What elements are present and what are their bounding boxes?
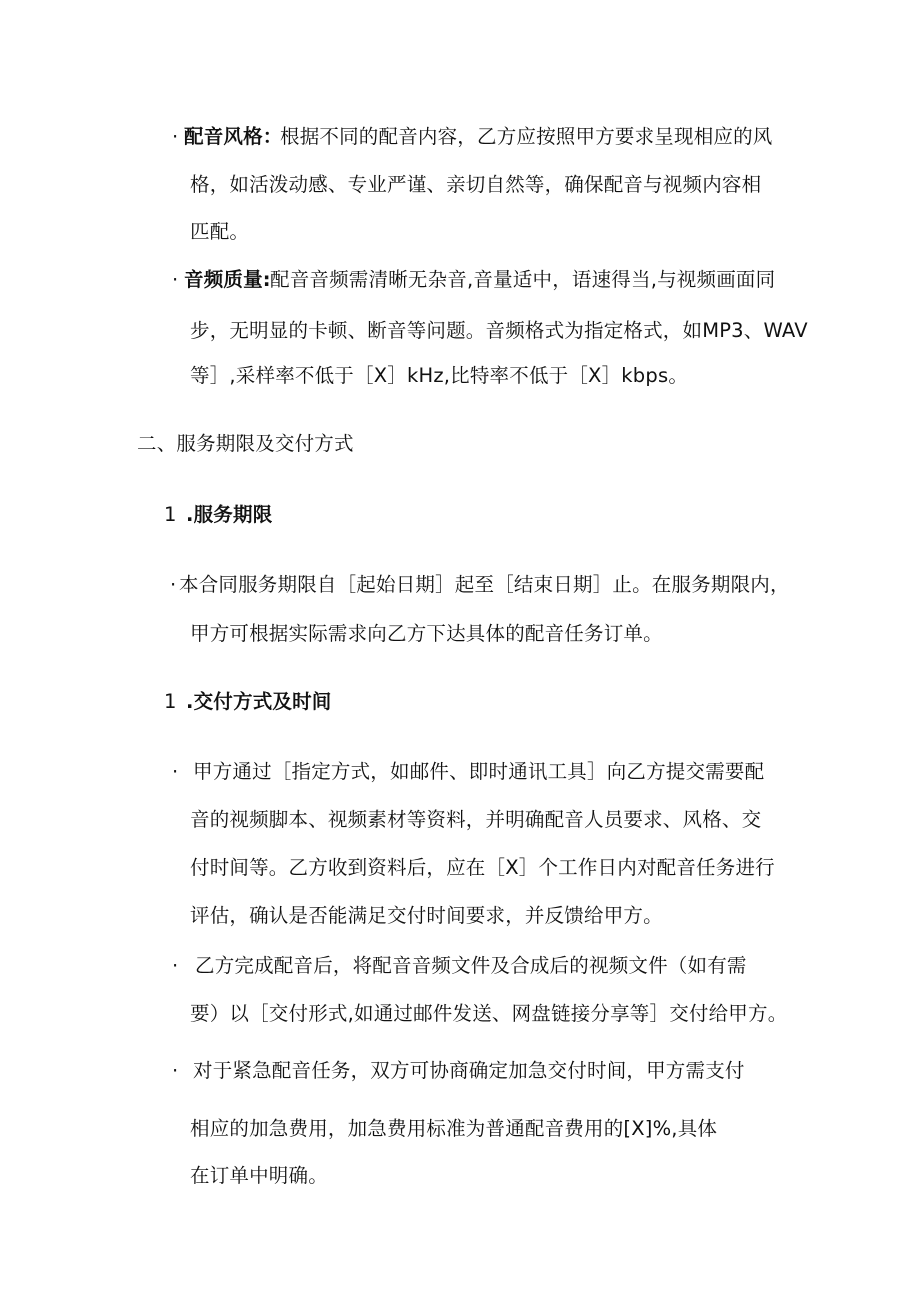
subsection-number: 1 bbox=[164, 503, 177, 526]
item-text-line: 乙方完成配音后，将配音音频文件及合成后的视频文件（如有需 bbox=[195, 954, 747, 977]
item-text-line: 格，如活泼动感、专业严谨、亲切自然等，确保配音与视频内容相 bbox=[190, 173, 762, 196]
item-text-line: 步，无明显的卡顿、断音等问题。音频格式为指定格式，如MP3、WAV bbox=[190, 319, 808, 342]
list-item-bullet: · bbox=[172, 268, 179, 291]
list-item-bullet: · bbox=[172, 954, 179, 977]
list-item-bullet: · bbox=[172, 125, 179, 148]
item-text-line: 根据不同的配音内容，乙方应按照甲方要求呈现相应的风 bbox=[280, 125, 773, 148]
item-text-line: 对于紧急配音任务，双方可协商确定加急交付时间，甲方需支付 bbox=[193, 1059, 745, 1082]
item-text-line: 要）以［交付形式,如通过邮件发送、网盘链接分享等］交付给甲方。 bbox=[190, 1002, 788, 1025]
item-text-line: 配音音频需清晰无杂音,音量适中，语速得当,与视频画面同 bbox=[270, 268, 776, 291]
item-text-line: 评估，确认是否能满足交付时间要求，并反馈给甲方。 bbox=[190, 904, 663, 927]
subsection-number: 1 bbox=[164, 690, 177, 713]
list-item-bullet: · bbox=[172, 760, 179, 783]
item-text-line: 本合同服务期限自［起始日期］起至［结束日期］止。在服务期限内， bbox=[179, 573, 790, 596]
item-text-line: 匹配。 bbox=[190, 220, 250, 243]
item-text-line: 等］,采样率不低于［X］kHz,比特率不低于［X］kbps。 bbox=[190, 364, 689, 387]
item-text-line: 音的视频脚本、视频素材等资料，并明确配音人员要求、风格、交 bbox=[190, 808, 762, 831]
item-label-audio-quality: 音频质量: bbox=[184, 268, 271, 291]
item-text-line: 付时间等。乙方收到资料后，应在［X］个工作日内对配音任务进行 bbox=[190, 856, 775, 879]
list-item-bullet: · bbox=[170, 573, 177, 596]
item-text-line: 甲方可根据实际需求向乙方下达具体的配音任务订单。 bbox=[190, 622, 663, 645]
item-label-voice-style: 配音风格： bbox=[184, 125, 283, 148]
list-item-bullet: · bbox=[172, 1059, 179, 1082]
subsection-title-service-term: .服务期限 bbox=[186, 503, 273, 526]
subsection-title-delivery: .交付方式及时间 bbox=[186, 690, 332, 713]
item-text-line: 甲方通过［指定方式，如邮件、即时通讯工具］向乙方提交需要配 bbox=[193, 760, 765, 783]
item-text-line: 相应的加急费用，加急费用标准为普通配音费用的[X]%,具体 bbox=[190, 1117, 718, 1140]
section-heading: 二、服务期限及交付方式 bbox=[137, 432, 354, 455]
item-text-line: 在订单中明确。 bbox=[190, 1164, 328, 1187]
